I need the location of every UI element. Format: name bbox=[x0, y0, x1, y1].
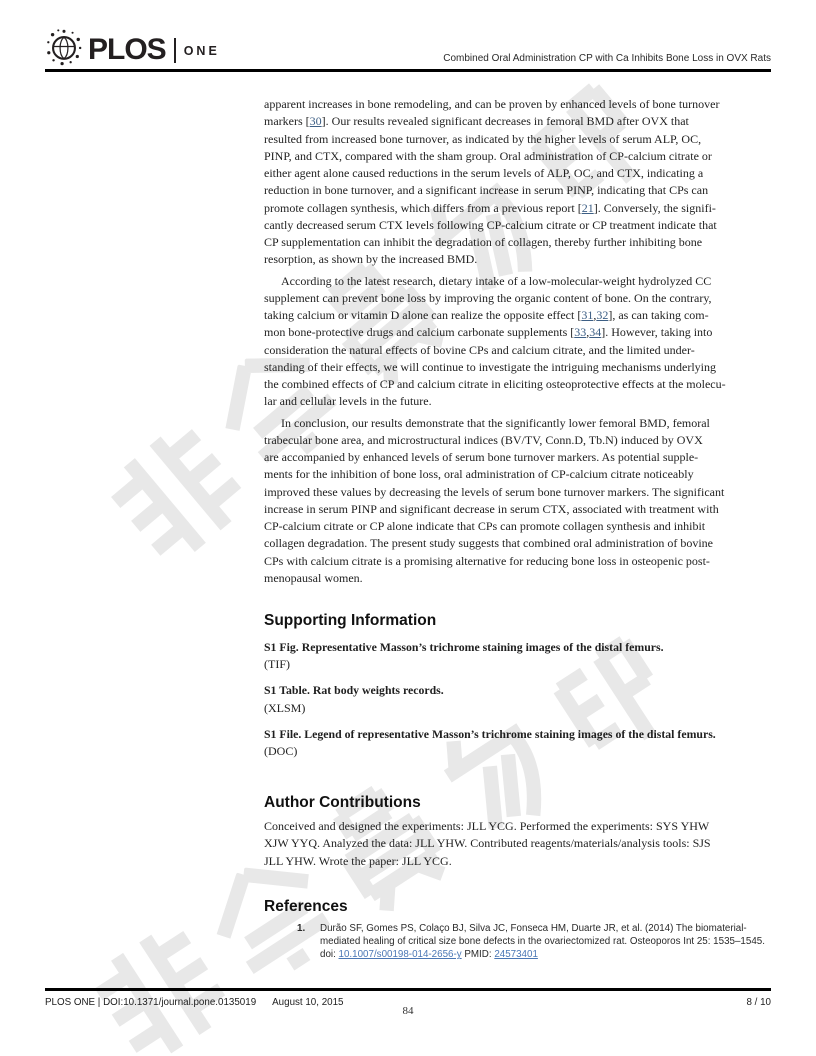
logo-one-text: ONE bbox=[183, 44, 220, 58]
citation-link[interactable]: 30 bbox=[309, 114, 322, 129]
text-line: either agent alone caused reductions in the serum levels of ALP, OC, and CTX, indicating a bbox=[264, 166, 704, 180]
body-paragraph bbox=[264, 273, 776, 411]
text-line: resorption, as shown by the increased BMD. bbox=[264, 252, 478, 267]
text-line: reduction in bone turnover, and a significant increase in serum PINP, indicating that CPs can bbox=[264, 183, 709, 198]
supporting-item-title: S1 File. Legend of representative Masson’s trichrome staining images of the distal femurs. bbox=[264, 726, 716, 741]
text-line: ments for the inhibition of bone loss, oral administration of CP-calcium citrate noticeably bbox=[264, 467, 694, 482]
supporting-item-format: (TIF) bbox=[264, 657, 290, 672]
text-line: taking calcium or vitamin D alone can realize the opposite effect [31,32], as can taking com- bbox=[264, 308, 709, 322]
text-line: CP-calcium citrate or CP alone indicate that CPs can promote collagen synthesis and inhibit bbox=[264, 519, 706, 533]
text-line: Conceived and designed the experiments: JLL YCG. Performed the experiments: SYS YHW bbox=[264, 819, 710, 834]
text-line: improved these values by decreasing the levels of serum bone turnover markers. The significant bbox=[264, 484, 725, 499]
reference-text-segment: Durão SF, Gomes PS, Colaço BJ, Silva JC, Fonseca HM, Duarte JR, et al. (2014) The biomaterial- bbox=[320, 922, 747, 934]
text-line: consideration the natural effects of bovine CPs and calcium citrate, and the limited under- bbox=[264, 342, 695, 357]
supporting-item-title: S1 Fig. Representative Masson’s trichrome staining images of the distal femurs. bbox=[264, 640, 664, 654]
supporting-item bbox=[264, 726, 776, 760]
citation-link[interactable]: 32 bbox=[596, 308, 609, 322]
plos-globe-icon bbox=[45, 28, 83, 71]
text-line: standing of their effects, we will continue to investigate the intriguing mechanisms underlying bbox=[264, 359, 717, 374]
text-line: In conclusion, our results demonstrate that the significantly lower femoral BMD, femoral bbox=[281, 415, 710, 430]
reference-item bbox=[297, 922, 776, 962]
supporting-item bbox=[264, 682, 776, 716]
reference-text bbox=[320, 922, 765, 962]
citation-link[interactable]: 21 bbox=[581, 200, 594, 215]
text-line: According to the latest research, dietary intake of a low-molecular-weight hydrolyzed CC bbox=[281, 273, 712, 288]
references-heading: References bbox=[264, 897, 348, 915]
main-column bbox=[264, 96, 776, 962]
text-line: resulted from increased bone turnover, as indicated by the higher levels of serum ALP, OC, bbox=[264, 131, 702, 146]
logo-divider bbox=[174, 38, 176, 63]
text-line: cantly decreased serum CTX levels following CP-calcium citrate or CP treatment indicate that bbox=[264, 217, 717, 232]
text-line: the combined effects of CP and calcium citrate in eliciting osteoprotective effects at the molecu- bbox=[264, 377, 726, 391]
citation-link[interactable]: 34 bbox=[589, 325, 602, 340]
page-number: 84 bbox=[402, 1005, 414, 1017]
doi-link[interactable]: 10.1007/s00198-014-2656-y bbox=[338, 949, 462, 961]
header-rule bbox=[45, 69, 771, 72]
text-line: promote collagen synthesis, which differs from a previous report [21]. Conversely, the signifi- bbox=[264, 200, 716, 215]
text-line: are accompanied by enhanced levels of serum bone turnover markers. As potential supple- bbox=[264, 450, 699, 464]
text-line: lar and cellular levels in the future. bbox=[264, 394, 432, 409]
plos-logo bbox=[45, 28, 220, 71]
text-line: CP supplementation can inhibit the degradation of collagen, thereby further inhibiting bone bbox=[264, 235, 703, 249]
text-line: collagen degradation. The present study suggests that combined oral administration of bovine bbox=[264, 536, 714, 551]
text-line bbox=[320, 935, 765, 948]
supporting-item-title: S1 Table. Rat body weights records. bbox=[264, 683, 444, 698]
text-line: PINP, and CTX, compared with the sham group. Oral administration of CP-calcium citrate or bbox=[264, 148, 712, 163]
supporting-item bbox=[264, 639, 776, 673]
footer-date: August 10, 2015 bbox=[272, 997, 344, 1008]
supporting-information-items bbox=[264, 639, 776, 760]
page-header bbox=[45, 26, 771, 70]
supporting-item-format: (XLSM) bbox=[264, 700, 306, 715]
author-contributions-text bbox=[264, 818, 776, 870]
text-line: mon bone-protective drugs and calcium carbonate supplements [33,34]. However, taking into bbox=[264, 325, 713, 340]
citation-link[interactable]: 33 bbox=[574, 325, 587, 340]
text-line: apparent increases in bone remodeling, and can be proven by enhanced levels of bone turnover bbox=[264, 97, 720, 111]
footer-rule bbox=[45, 988, 771, 991]
reference-text-segment: PMID: bbox=[461, 949, 495, 961]
text-line bbox=[320, 948, 765, 961]
text-line: JLL YHW. Wrote the paper: JLL YCG. bbox=[264, 853, 452, 868]
pmid-link[interactable]: 24573401 bbox=[494, 949, 538, 961]
logo-plos-text: PLOS bbox=[88, 32, 166, 66]
reference-number: 1. bbox=[297, 922, 306, 934]
body-paragraphs bbox=[264, 96, 776, 587]
text-line: trabecular bone area, and microstructural indices (BV/TV, Conn.D, Tb.N) induced by OVX bbox=[264, 432, 703, 447]
body-paragraph bbox=[264, 415, 776, 588]
text-line: supplement can prevent bone loss by improving the organic content of bone. On the contrary, bbox=[264, 290, 712, 305]
text-line: XJW YYQ. Analyzed the data: JLL YHW. Contributed reagents/materials/analysis tools: SJS bbox=[264, 836, 711, 851]
reference-list bbox=[264, 922, 776, 962]
text-line bbox=[320, 922, 765, 935]
footer-page-indicator: 8 / 10 bbox=[746, 997, 771, 1008]
author-contributions-heading: Author Contributions bbox=[264, 794, 421, 812]
text-line: CPs with calcium citrate is a promising alternative for reducing bone loss in osteopenic post- bbox=[264, 553, 710, 568]
supporting-information-heading: Supporting Information bbox=[264, 612, 437, 629]
text-line: increase in serum PINP and significant decrease in serum CTX, associated with treatment with bbox=[264, 501, 719, 516]
running-head: Combined Oral Administration CP with Ca Inhibits Bone Loss in OVX Rats bbox=[443, 53, 771, 64]
footer-journal-doi: PLOS ONE | DOI:10.1371/journal.pone.0135019 bbox=[45, 997, 257, 1008]
text-line: markers [30]. Our results revealed significant decreases in femoral BMD after OVX that bbox=[264, 114, 689, 129]
text-line: menopausal women. bbox=[264, 570, 363, 585]
reference-text-segment: mediated healing of critical size bone defects in the ovariectomized rat. Osteoporos Int 25: 1535–1545. bbox=[320, 936, 765, 948]
citation-link[interactable]: 31 bbox=[581, 308, 594, 322]
reference-text-segment: doi: bbox=[320, 949, 339, 961]
body-paragraph bbox=[264, 96, 776, 269]
supporting-item-format: (DOC) bbox=[264, 744, 298, 759]
